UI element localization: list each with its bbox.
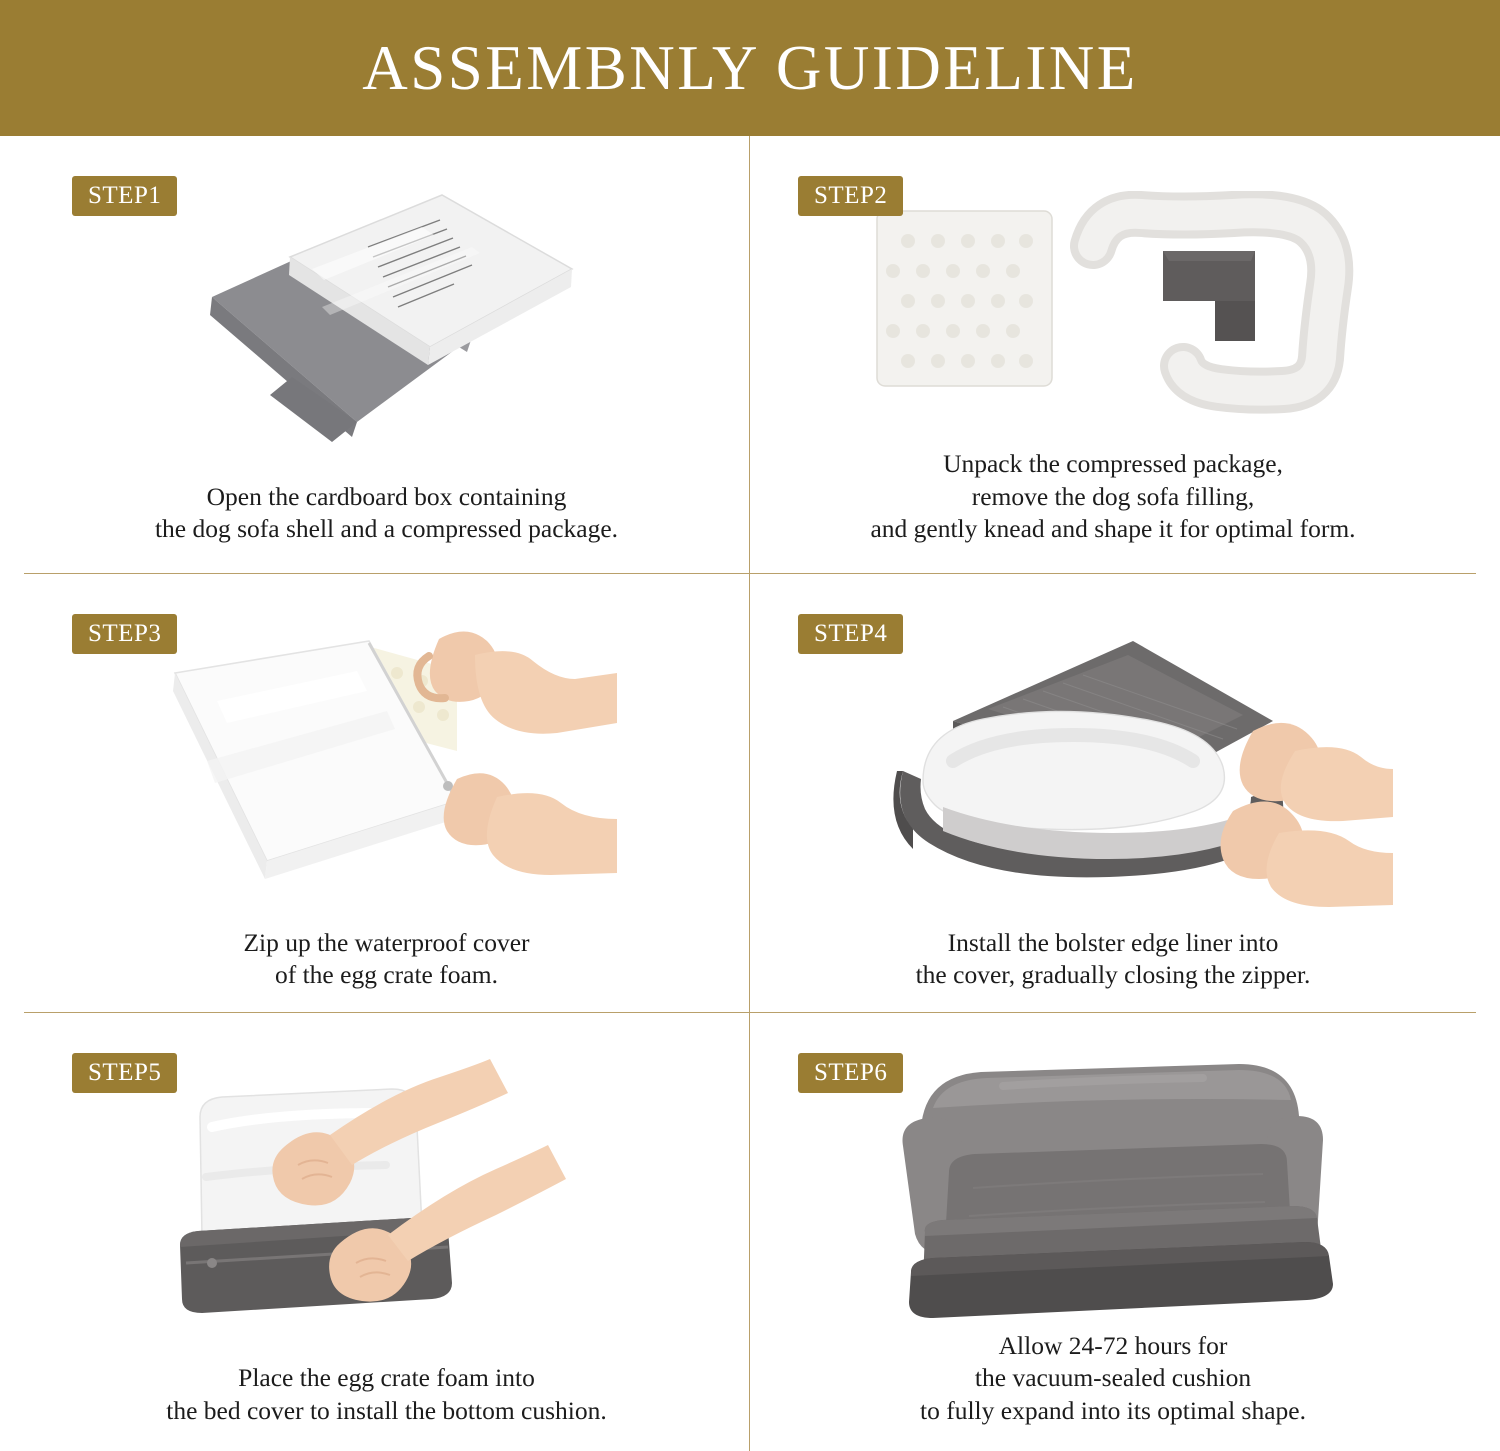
step-cell-5 bbox=[24, 1013, 750, 1451]
zipping-cover-illustration bbox=[157, 611, 617, 911]
step-badge-6: STEP6 bbox=[798, 1053, 903, 1093]
step-caption-1: Open the cardboard box containing the dog sofa shell and a compressed package. bbox=[154, 481, 619, 543]
step-badge-3: STEP3 bbox=[72, 614, 177, 654]
step-cell-1 bbox=[24, 136, 750, 574]
step-caption-5: Place the egg crate foam into the bed cover to install the bottom cushion. bbox=[166, 1363, 607, 1425]
placing-foam-illustration bbox=[152, 1057, 622, 1337]
step-caption-2: Unpack the compressed package, remove the dog sofa filling, and gently knead and shape it for optimal form. bbox=[870, 449, 1356, 543]
step-cell-2 bbox=[750, 136, 1476, 574]
finished-dog-sofa-illustration bbox=[863, 1036, 1363, 1326]
step-caption-4: Install the bolster edge liner into the cover, gradually closing the zipper. bbox=[915, 927, 1311, 990]
step-caption-3: Zip up the waterproof cover of the egg crate foam. bbox=[243, 927, 530, 990]
step-caption-6: Allow 24-72 hours for the vacuum-sealed cushion to fully expand into its optimal shape. bbox=[920, 1330, 1306, 1425]
page-title: ASSEMBNLY GUIDELINE bbox=[362, 32, 1138, 103]
page-header bbox=[0, 0, 1500, 136]
cardboard-box-illustration bbox=[172, 187, 602, 457]
installing-liner-illustration bbox=[833, 611, 1393, 911]
step-badge-1: STEP1 bbox=[72, 176, 177, 216]
step-cell-4 bbox=[750, 574, 1476, 1012]
foam-and-liner-illustration bbox=[863, 191, 1363, 421]
step-cell-3 bbox=[24, 574, 750, 1012]
step-badge-4: STEP4 bbox=[798, 614, 903, 654]
steps-grid bbox=[0, 136, 1500, 1451]
step-cell-6 bbox=[750, 1013, 1476, 1451]
step-badge-2: STEP2 bbox=[798, 176, 903, 216]
step-badge-5: STEP5 bbox=[72, 1053, 177, 1093]
